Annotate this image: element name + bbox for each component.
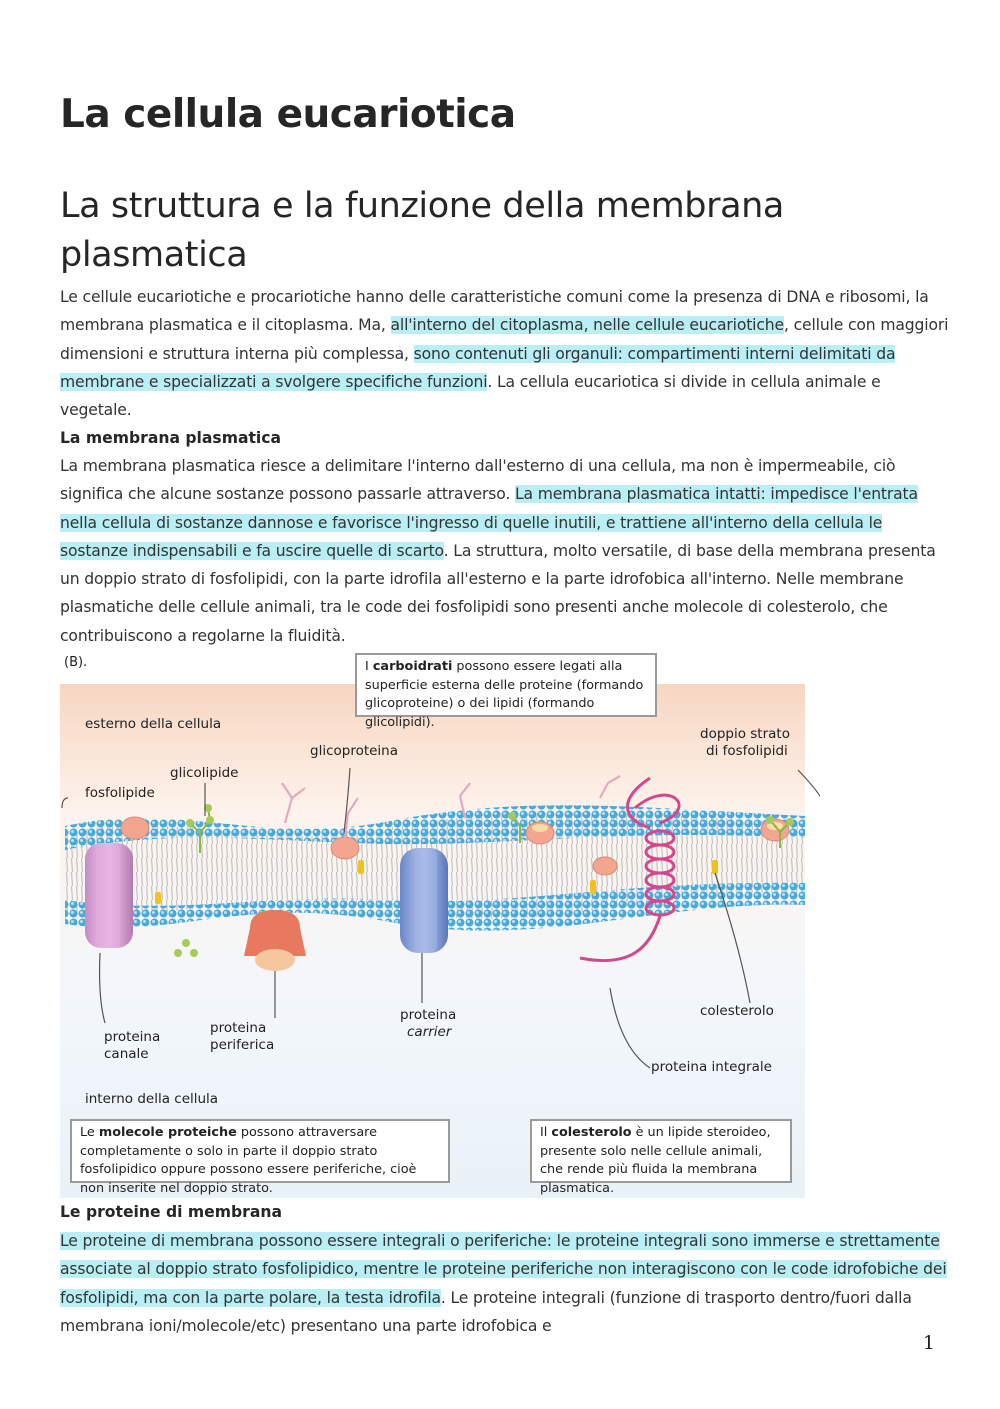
intro-highlight-2: sono contenuti gli organuli: compartimenti interni delimitati da membrane e specializzati a svolgere specifiche funzioni xyxy=(60,344,896,391)
membrana-heading: La membrana plasmatica xyxy=(60,429,282,447)
label-doppio-strato-2: di fosfolipidi xyxy=(706,743,788,759)
label-proteina-canale-1: proteina xyxy=(104,1029,161,1045)
proteine-callout: Le molecole proteiche possono attraversare completamente o solo in parte il doppio strato fosfolipidico oppure possono essere periferiche, cioè non inserite nel doppio strato. xyxy=(70,1119,450,1183)
intro-paragraph xyxy=(60,283,950,424)
label-proteina-canale-2: canale xyxy=(104,1046,149,1062)
intro-text-2: , cellule con maggiori dimensioni e struttura interna più complessa, xyxy=(60,316,949,363)
proteine-paragraph xyxy=(60,1227,950,1340)
colesterolo-callout: Il colesterolo è un lipide steroideo, presente solo nelle cellule animali, che rende più fluida la membrana plasmatica. xyxy=(530,1119,792,1183)
label-interno: interno della cellula xyxy=(85,1091,219,1107)
label-doppio-strato-1: doppio strato xyxy=(700,726,790,742)
channel-protein xyxy=(85,843,133,948)
carrier-protein xyxy=(400,848,448,953)
label-proteina-periferica-2: periferica xyxy=(210,1037,275,1053)
label-proteina-carrier-2: carrier xyxy=(407,1024,452,1040)
label-proteina-carrier-1: proteina xyxy=(400,1007,457,1023)
label-fosfolipide: fosfolipide xyxy=(85,785,155,801)
membrane-figure xyxy=(60,648,820,1198)
proteine-highlight-1: Le proteine di membrana possono essere integrali o periferiche: le proteine integrali sono immerse e strettamente associate al doppio strato fosfolipidico, mentre le proteine periferiche non interagiscono con le code idrofobiche dei fosfolipidi, ma con la parte polare, la testa idrofila xyxy=(60,1232,947,1307)
membrana-text-1: La membrana plasmatica riesce a delimitare l'interno dall'esterno di una cellula, ma non è impermeabile, ciò significa che alcune sostanze possono passarle attraverso. xyxy=(60,457,896,504)
intro-highlight-1: all'interno del citoplasma, nelle cellule eucariotiche xyxy=(390,316,784,335)
label-proteina-periferica-1: proteina xyxy=(210,1020,267,1036)
proteine-heading: Le proteine di membrana xyxy=(60,1203,282,1221)
proteine-text-1: . Le proteine integrali (funzione di trasporto dentro/fuori dalla membrana ioni/molecole/etc) presentano una parte idrofobica e xyxy=(60,1288,912,1335)
page-title: La cellula eucariotica xyxy=(60,92,516,137)
membrana-highlight-1: La membrana plasmatica intatti: impedisce l'entrata nella cellula di sostanze dannose e favorisce l'ingresso di quelle inutili, e trattiene all'interno della cellula le sostanze indispensabili e fa uscire quelle di scarto xyxy=(60,485,918,560)
page-number: 1 xyxy=(922,1332,935,1354)
intro-text-3: . La cellula eucariotica si divide in cellula animale e vegetale. xyxy=(60,372,881,420)
membrana-paragraph xyxy=(60,452,950,650)
figure-panel-label: (B). xyxy=(64,655,88,670)
label-proteina-integrale: proteina integrale xyxy=(651,1059,772,1075)
intro-text-1: Le cellule eucariotiche e procariotiche hanno delle caratteristiche comuni come la presenza di DNA e ribosomi, la membrana plasmatica e il citoplasma. Ma, xyxy=(60,288,929,335)
label-glicolipide: glicolipide xyxy=(170,765,239,781)
membrana-text-2: . La struttura, molto versatile, di base della membrana presenta un doppio strato di fosfolipidi, con la parte idrofila all'esterno e la parte idrofobica all'interno. Nelle membrane plasmatiche delle cellule animali, tra le code dei fosfolipidi sono presenti anche molecole di colesterolo, che contribuiscono a regolarne la fluidità. xyxy=(60,541,936,645)
carboidrati-callout: I carboidrati possono essere legati alla superficie esterna delle proteine (formando glicoproteine) o dei lipidi (formando glicolipidi). xyxy=(355,653,657,717)
label-glicoproteina: glicoproteina xyxy=(310,743,399,759)
label-colesterolo: colesterolo xyxy=(700,1003,774,1019)
label-esterno: esterno della cellula xyxy=(85,716,222,732)
section-title: La struttura e la funzione della membrana plasmatica xyxy=(60,186,784,275)
